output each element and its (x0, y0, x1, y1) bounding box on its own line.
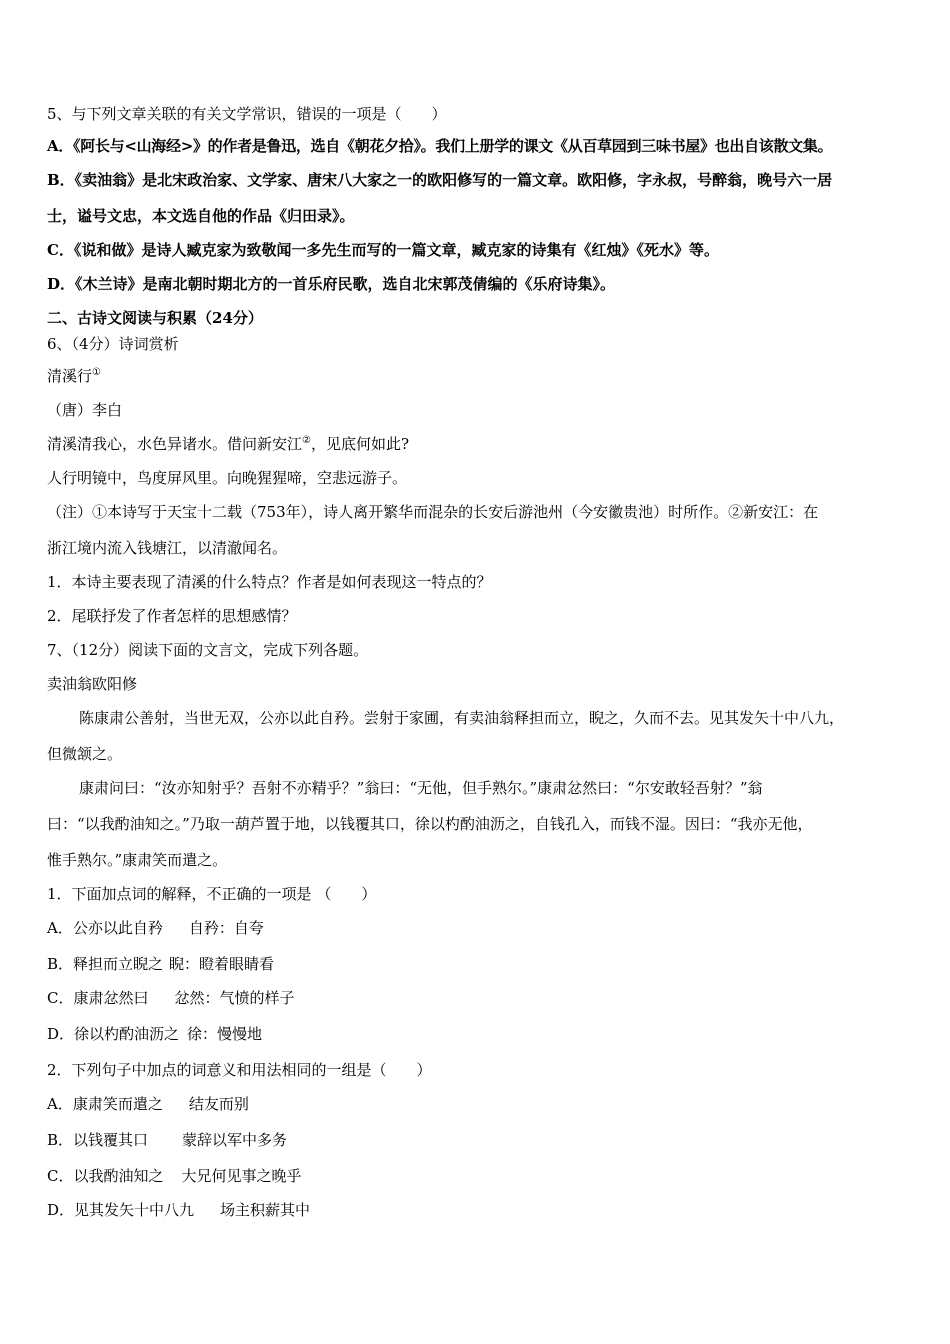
option-text: A．公亦以此自矜 (47, 919, 163, 937)
q5-option-b-line2: 士，谥号文忠，本文选自他的作品《归田录》。 (47, 207, 355, 225)
q6-stem: 6、（4分）诗词赏析 (47, 335, 179, 353)
q7-stem: 7、（12分）阅读下面的文言文，完成下列各题。 (47, 641, 369, 659)
option-pair: 大兄何见事之晚乎 (181, 1167, 302, 1185)
q7-sub2-option-d (47, 1200, 310, 1220)
section-heading: 二、古诗文阅读与积累（24分） (47, 309, 263, 327)
option-text: D．徐以杓酌油沥之 (47, 1025, 180, 1043)
option-explanation: 睨：瞪着眼睛看 (169, 955, 275, 973)
passage-title: 卖油翁欧阳修 (47, 675, 138, 693)
passage-para2-line1: 康肃问曰：“汝亦知射乎？吾射不亦精乎？”翁曰：“无他，但手熟尔。”康肃忿然曰：“尔安敢轻吾射？”翁 (79, 779, 763, 797)
passage-para1-line1: 陈康肃公善射，当世无双，公亦以此自矜。尝射于家圃，有卖油翁释担而立，睨之，久而不去。见其发矢十中八九， (79, 709, 845, 727)
poem-note-line1: （注）①本诗写于天宝十二载（753年），诗人离开繁华而混杂的长安后游池州（今安徽贵池）时所作。②新安江：在 (47, 503, 819, 521)
option-text: A．康肃笑而遣之 (47, 1095, 163, 1113)
option-pair: 结友而别 (188, 1095, 249, 1113)
poem-author: （唐）李白 (47, 401, 123, 419)
poem-verse-1-footnote-mark: ② (302, 435, 311, 446)
option-text: D．见其发矢十中八九 (47, 1201, 195, 1219)
passage-para1-line2: 但微颔之。 (47, 745, 123, 763)
q7-sub1-option-c (47, 988, 295, 1008)
q5-stem: 5、与下列文章关联的有关文学常识，错误的一项是（ ） (47, 105, 447, 123)
q7-sub2-option-a (47, 1094, 249, 1114)
q7-sub2-stem: 2．下列句子中加点的词意义和用法相同的一组是（ ） (47, 1061, 432, 1079)
poem-verse-1-part-b: ，见底何如此? (310, 435, 410, 453)
q7-sub1-option-a (47, 918, 264, 938)
poem-verse-1-part-a: 清溪清我心，水色异诸水。借问新安江 (47, 435, 303, 453)
passage-para2-line2: 曰：“以我酌油知之。”乃取一葫芦置于地，以钱覆其口，徐以杓酌油沥之，自钱孔入，而钱不湿。因曰：“我亦无他， (47, 815, 813, 833)
option-explanation: 徐：慢慢地 (187, 1025, 263, 1043)
option-pair: 蒙辞以军中多务 (182, 1131, 288, 1149)
poem-note-line2: 浙江境内流入钱塘江，以清澈闻名。 (47, 539, 288, 557)
q6-sub-question-1: 1．本诗主要表现了清溪的什么特点？作者是如何表现这一特点的？ (47, 573, 492, 591)
option-explanation: 自矜：自夸 (188, 919, 264, 937)
q5-option-b-line1: B．《卖油翁》是北宋政治家、文学家、唐宋八大家之一的欧阳修写的一篇文章。欧阳修，字永叔，号醉翁，晚号六一居 (47, 171, 833, 189)
option-text: B．释担而立睨之 (47, 955, 164, 973)
option-text: C．以我酌油知之 (47, 1167, 164, 1185)
q7-sub1-option-b (47, 954, 274, 974)
poem-title (47, 366, 101, 386)
q7-sub2-option-b (47, 1130, 287, 1150)
option-text: B．以钱覆其口 (47, 1131, 149, 1149)
option-text: C．康肃忿然曰 (47, 989, 149, 1007)
q5-option-c: C．《说和做》是诗人臧克家为致敬闻一多先生而写的一篇文章，臧克家的诗集有《红烛》《死水》等。 (47, 241, 719, 259)
q5-option-d: D．《木兰诗》是南北朝时期北方的一首乐府民歌，选自北宋郭茂倩编的《乐府诗集》。 (47, 275, 616, 293)
poem-verse-2: 人行明镜中，鸟度屏风里。向晚猩猩啼，空悲远游子。 (47, 469, 408, 487)
passage-para2-line3: 惟手熟尔。”康肃笑而遣之。 (47, 851, 228, 869)
poem-title-text: 清溪行 (47, 367, 93, 385)
q7-sub1-stem: 1．下面加点词的解释，不正确的一项是 （ ） (47, 885, 377, 903)
poem-verse-1 (47, 434, 409, 454)
option-explanation: 忿然：气愤的样子 (174, 989, 295, 1007)
q6-sub-question-2: 2．尾联抒发了作者怎样的思想感情？ (47, 607, 297, 625)
q7-sub2-option-c (47, 1166, 302, 1186)
poem-title-footnote-mark: ① (92, 367, 101, 378)
q7-sub1-option-d (47, 1024, 262, 1044)
q5-option-a: A．《阿长与<山海经>》的作者是鲁迅，选自《朝花夕拾》。我们上册学的课文《从百草园到三味书屋》也出自该散文集。 (47, 137, 833, 155)
option-pair: 场主积薪其中 (220, 1201, 311, 1219)
